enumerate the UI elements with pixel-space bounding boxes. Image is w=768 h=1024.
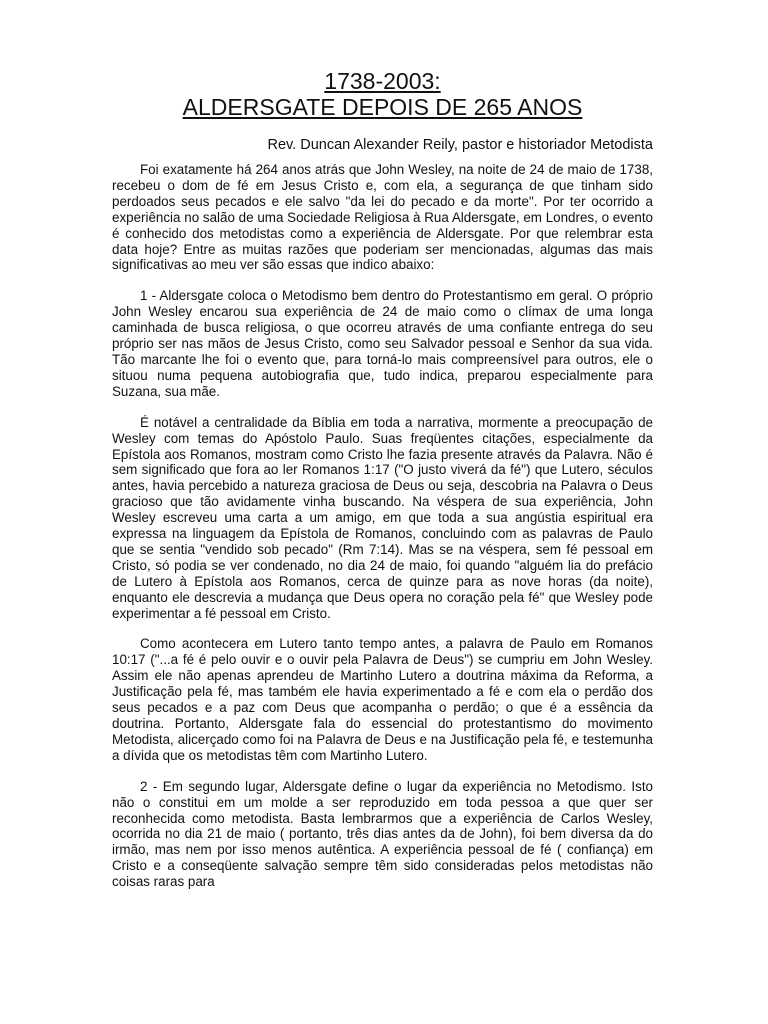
document-page xyxy=(112,68,653,905)
paragraph-point-1: 1 - Aldersgate coloca o Metodismo bem dentro do Protestantismo em geral. O próprio John Wesley encarou sua experiência de 24 de maio como o clímax de uma longa caminhada de busca religiosa, o que ocorreu através de uma confiante entrega do seu próprio ser nas mãos de Jesus Cristo, como seu Salvador pessoal e Senhor da sua vida. Tão marcante lhe foi o evento que, para torná-lo mais compreensível para outros, ele o situou numa pequena autobiografia que, tudo indica, preparou especialmente para Suzana, sua mãe. xyxy=(112,288,653,399)
paragraph-point-2: 2 - Em segundo lugar, Aldersgate define o lugar da experiência no Metodismo. Isto não o constitui em um molde a ser reproduzido em toda pessoa a que quer ser reconhecida como metodista. Basta lembrarmos que a experiência de Carlos Wesley, ocorrida no dia 21 de maio ( portanto, três dias antes da de John), foi bem diversa da do irmão, mas nem por isso menos autêntica. A experiência pessoal de fé ( confiança) em Cristo e a conseqüente salvação sempre têm sido consideradas pelos metodistas não coisas raras para xyxy=(112,778,653,890)
document-title xyxy=(112,68,653,120)
paragraph-luther: Como acontecera em Lutero tanto tempo antes, a palavra de Paulo em Romanos 10:17 ("...a fé é pelo ouvir e o ouvir pela Palavra de Deus") se cumpriu em John Wesley. Assim ele não apenas aprendeu de Martinho Lutero a doutrina máxima da Reforma, a Justificação pela fé, mas também ele havia experimentado a fé e com ela o perdão dos seus pecados e a paz com Deus que acompanha o perdão; o que é a essência da doutrina. Portanto, Aldersgate fala do essencial do protestantismo do movimento Metodista, alicerçado como foi na Palavra de Deus e na Justificação pela fé, e testemunha a dívida que os metodistas têm com Martinho Lutero. xyxy=(112,636,653,763)
author-line: Rev. Duncan Alexander Reily, pastor e historiador Metodista xyxy=(267,137,653,153)
paragraph-bible: É notável a centralidade da Bíblia em toda a narrativa, mormente a preocupação de Wesley com temas do Apóstolo Paulo. Suas freqüentes citações, especialmente da Epístola aos Romanos, mostram como Cristo lhe fazia presente através da Palavra. Não é sem significado que fora ao ler Romanos 1:17 ("O justo viverá da fé") que Lutero, séculos antes, havia percebido a natureza graciosa de Deus ou seja, descobria na Palavra o Deus gracioso que tão avidamente vinha buscando. Na véspera de sua experiência, John Wesley escreveu uma carta a um amigo, em que toda a sua angústia espiritual era expressa na linguagem da Epístola de Romanos, concluindo com as palavras de Paulo que se sentia "vendido sob pecado" (Rm 7:14). Mas se na véspera, sem fé pessoal em Cristo, só podia se ver condenado, no dia 24 de maio, foi quando "alguém lia do prefácio de Lutero à Epístola aos Romanos, cerca de quinze para as nove horas (da noite), enquanto ele descrevia a mudança que Deus opera no coração pela fé" que Wesley pode experimentar a fé pessoal em Cristo. xyxy=(112,414,653,621)
title-line-years: 1738-2003: xyxy=(324,68,441,94)
title-line-heading: ALDERSGATE DEPOIS DE 265 ANOS xyxy=(182,94,583,120)
paragraph-intro: Foi exatamente há 264 anos atrás que John Wesley, na noite de 24 de maio de 1738, recebeu o dom de fé em Jesus Cristo e, com ela, a segurança de que tinham sido perdoados seus pecados e ele salvo "da lei do pecado e da morte". Por ter ocorrido a experiência no salão de uma Sociedade Religiosa à Rua Aldersgate, em Londres, o evento é conhecido dos metodistas como a experiência de Aldersgate. Por que relembrar esta data hoje? Entre as muitas razões que poderiam ser mencionadas, algumas das mais significativas ao meu ver são essas que indico abaixo: xyxy=(112,162,653,273)
